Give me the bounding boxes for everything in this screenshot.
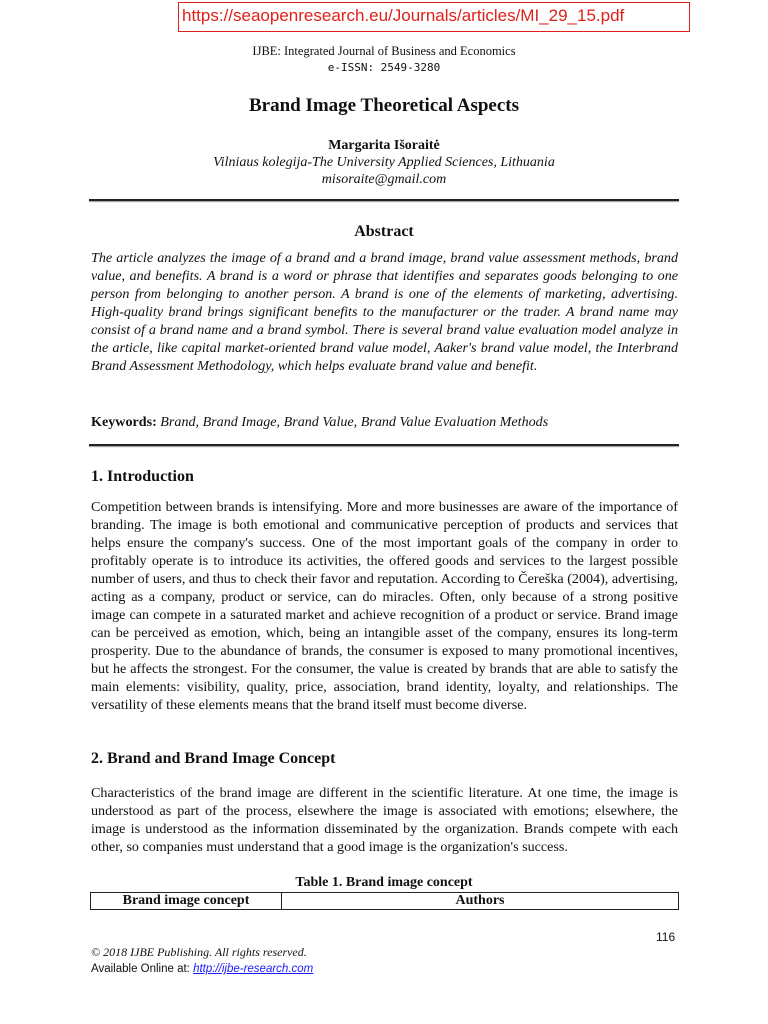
keywords-text: Brand, Brand Image, Brand Value, Brand Value Evaluation Methods: [160, 414, 549, 430]
section-text-introduction: Competition between brands is intensifying. More and more businesses are aware of the importance of branding. The image is both emotional and communicative perception of products and services that helps ensure the company's success. One of the most important goals of the company in order to profitably operate is to introduce its activities, the offered goods and services to the largest possible number of users, and thus to check their favor and reputation. According to Čereška (2004), advertising, acting as a company, product or service, can do miracles. Often, only because of a strong positive image can compete in a saturated market and achieve recognition of a product or service. Brand image can be perceived as emotion, which, being an intangible asset of the company, ensures its long-term prosperity. Due to the abundance of brands, the consumer is exposed to many promotional incentives, but he affects the strongest. For the consumer, the value is created by brands that are able to satisfy the main elements: visibility, quality, price, association, brand identity, loyalty, and relationships. The versatility of these elements means that the brand itself must become diverse.: [91, 499, 678, 713]
table-header-concept: Brand image concept: [91, 893, 282, 910]
footer-available-label: Available Online at:: [91, 963, 194, 975]
footer-availability: [91, 962, 313, 977]
journal-issn: e-ISSN: 2549-3280: [327, 61, 441, 74]
author-affiliation: Vilniaus kolegija-The University Applied Sciences, Lithuania: [213, 155, 555, 170]
keywords-divider: [89, 444, 679, 446]
footer-website-link[interactable]: http://ijbe-research.com: [193, 963, 314, 975]
author-name: Margarita Išoraitė: [328, 138, 440, 153]
section-text-brand-concept: Characteristics of the brand image are different in the scientific literature. At one time, the image is understood as part of the process, elsewhere the image is associated with emotions; elsewhere, the image is understood as the information disseminated by the organization. Brands compete with each other, so companies must understand that a good image is the organization's success.: [91, 785, 678, 855]
abstract-text: The article analyzes the image of a brand and a brand image, brand value assessment methods, brand value, and benefits. A brand is a word or phrase that identifies and separates goods belonging to one person from belonging to another person. A brand is one of the elements of marketing, advertising. High-quality brand brings significant benefits to the manufacturer or the trader. A brand name may consist of a brand name and a brand symbol. There is several brand value evaluation model analyze in the article, like capital market-oriented brand value model, Aaker's brand value model, the Interbrand Brand Assessment Methodology, which helps evaluate brand value and benefit.: [91, 250, 678, 374]
footer-copyright: © 2018 IJBE Publishing. All rights reserved.: [91, 945, 307, 959]
source-url-link[interactable]: https://seaopenresearch.eu/Journals/articles/MI_29_15.pdf: [178, 2, 690, 32]
section-heading-brand-concept: 2. Brand and Brand Image Concept: [91, 750, 336, 767]
table-caption: Table 1. Brand image concept: [295, 875, 473, 890]
table-header-authors: Authors: [282, 893, 679, 910]
top-divider: [89, 199, 679, 201]
page-number: 116: [656, 930, 676, 944]
author-email[interactable]: misoraite@gmail.com: [321, 172, 447, 187]
section-heading-introduction: 1. Introduction: [91, 468, 194, 485]
paper-title: Brand Image Theoretical Aspects: [248, 95, 520, 116]
keywords: [91, 413, 678, 431]
brand-image-table: [90, 892, 679, 910]
table-header-row: [91, 893, 679, 910]
abstract-heading: Abstract: [354, 223, 414, 240]
keywords-label: Keywords:: [91, 414, 157, 430]
journal-name: IJBE: Integrated Journal of Business and Economics: [252, 44, 516, 58]
